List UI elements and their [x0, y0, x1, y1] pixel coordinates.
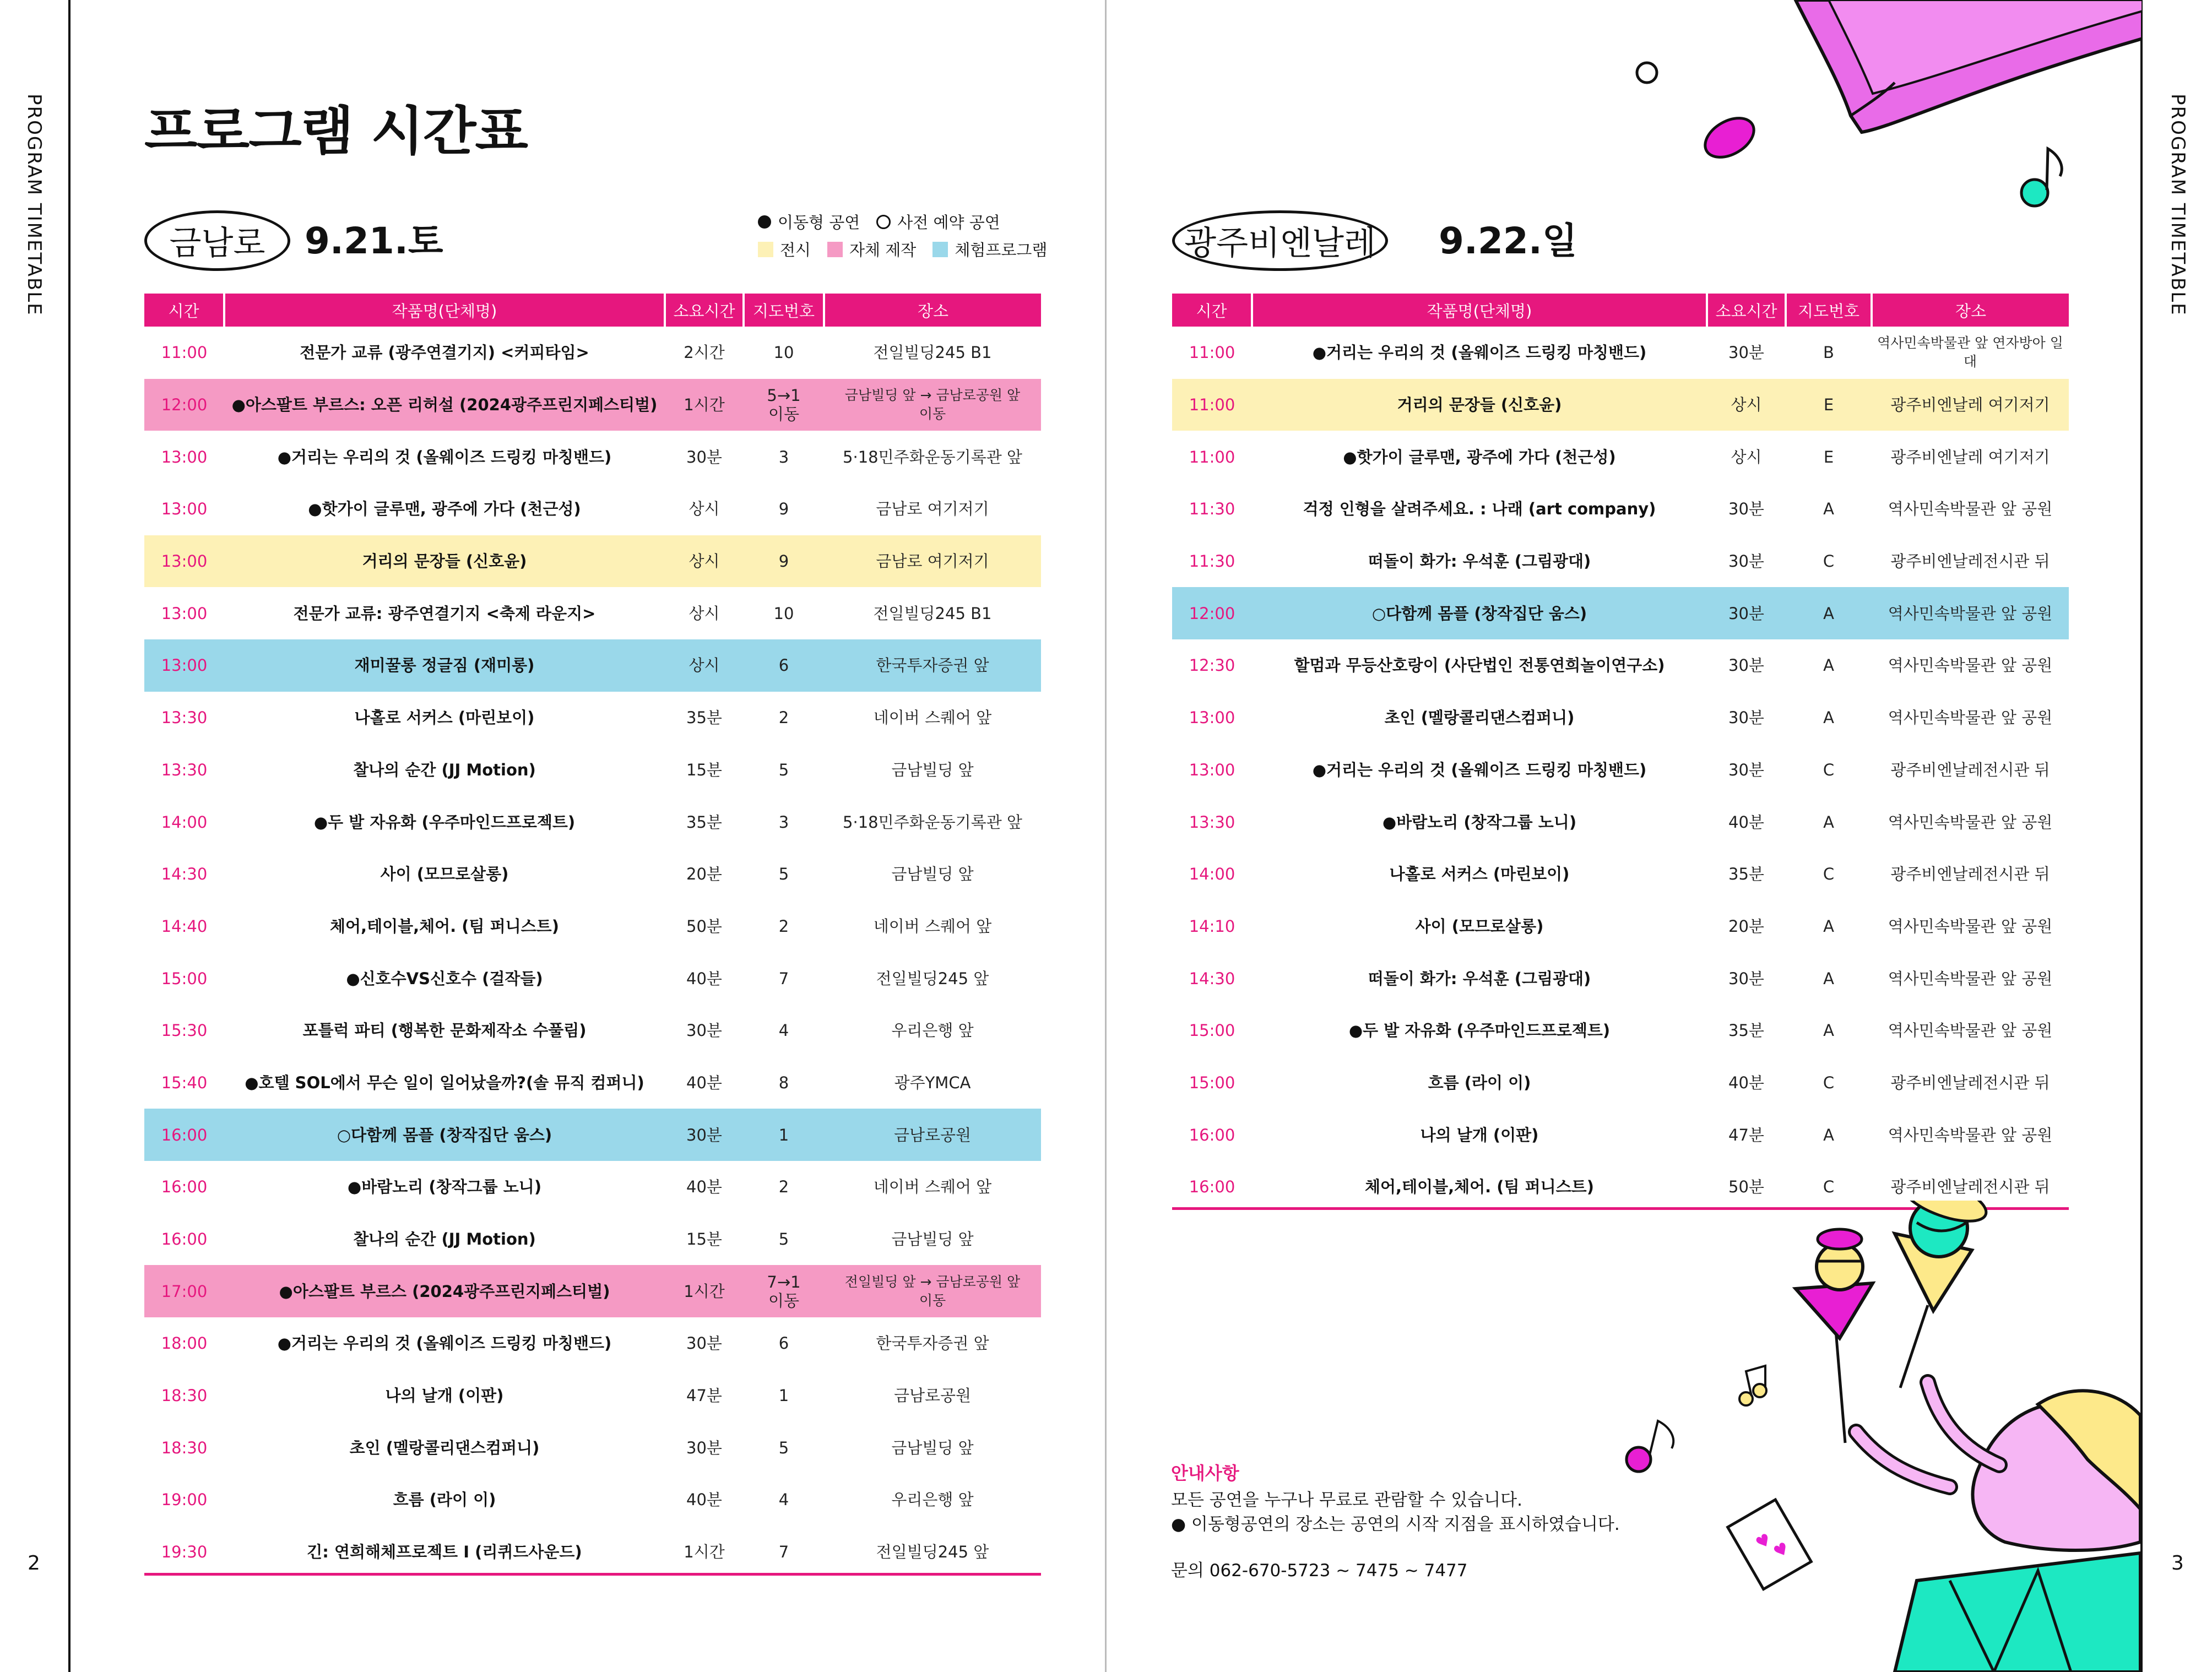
date-day1: 9.21.토	[305, 220, 443, 262]
table-row	[144, 1370, 1041, 1422]
music-note-icon	[1627, 1447, 1651, 1472]
name-cell: ●두 발 자유화 (우주마인드프로젝트)	[1348, 1021, 1611, 1040]
page-number-right: 3	[2171, 1552, 2184, 1575]
place-cell: 우리은행 앞	[891, 1490, 974, 1510]
duration-cell: 30분	[1728, 969, 1764, 988]
map-cell: 2	[778, 708, 789, 728]
table-bottom-line-day1	[144, 1573, 1041, 1576]
time-cell: 13:00	[1189, 708, 1235, 728]
table-row	[1172, 1005, 2069, 1057]
table-row	[144, 1109, 1041, 1161]
duration-cell: 50분	[686, 916, 722, 936]
map-cell: 10	[773, 604, 794, 623]
table-row	[1172, 952, 2069, 1005]
table-row	[1172, 796, 2069, 848]
time-cell: 12:00	[144, 379, 224, 431]
duration-cell: 40분	[686, 1490, 722, 1510]
table-header-row	[144, 294, 1041, 327]
map-cell: 3	[778, 447, 789, 466]
time-cell: 19:30	[161, 1543, 208, 1562]
legend-exhibit: 전시	[780, 241, 811, 259]
table-row	[1172, 1109, 2069, 1161]
header-duration: 소요시간	[665, 294, 744, 327]
map-cell: A	[1823, 500, 1834, 519]
map-cell: 1	[778, 1386, 789, 1405]
table-row	[144, 483, 1041, 535]
map-cell: A	[1823, 812, 1834, 832]
header-place: 장소	[824, 294, 1041, 327]
duration-cell: 상시	[1731, 447, 1762, 466]
map-cell: A	[1823, 656, 1834, 675]
time-cell: 18:00	[161, 1334, 208, 1353]
map-cell: C	[1823, 760, 1835, 779]
pink-swatch-icon	[827, 242, 843, 257]
table-row	[144, 1161, 1041, 1213]
table-row	[144, 1526, 1041, 1578]
duration-cell: 상시	[688, 604, 720, 623]
left-margin-line	[68, 0, 71, 1672]
name-cell: ○다함께 몸플 (창작집단 움스)	[1252, 587, 1707, 639]
time-cell: 14:30	[161, 865, 208, 884]
table-row	[144, 744, 1041, 796]
place-cell: 금남빌딩 앞	[891, 865, 974, 884]
time-cell: 17:00	[144, 1265, 224, 1317]
map-cell: 5	[778, 760, 789, 779]
duration-cell: 30분	[686, 1438, 722, 1457]
place-cell: 금남로 여기저기	[824, 535, 1041, 588]
duration-cell: 35분	[1728, 1021, 1764, 1040]
table-row	[1172, 900, 2069, 953]
map-cell: 7→1 이동	[744, 1265, 824, 1317]
time-cell: 11:00	[161, 343, 208, 362]
table-row	[144, 900, 1041, 953]
notice-line-2: ● 이동형공연의 장소는 공연의 시작 지점을 표시하였습니다.	[1171, 1514, 1620, 1534]
place-cell: 광주비엔날레전시관 뒤	[1890, 1177, 2050, 1197]
map-cell: A	[1823, 708, 1834, 728]
place-cell: 역사민속박물관 앞 공원	[1872, 587, 2069, 639]
name-cell: 찰나의 순간 (JJ Motion)	[353, 760, 536, 779]
table-row	[144, 848, 1041, 900]
svg-text:♥: ♥	[1752, 1529, 1775, 1554]
map-cell: 7	[778, 969, 789, 988]
table-row	[1172, 379, 2069, 431]
magenta-oval-icon	[1698, 110, 1760, 165]
map-cell: 5	[778, 1230, 789, 1249]
legend-own: 자체 제작	[849, 241, 917, 259]
time-cell: 15:40	[161, 1073, 208, 1092]
time-cell: 15:00	[161, 969, 208, 988]
table-row	[1172, 587, 2069, 639]
time-cell: 13:30	[1189, 812, 1235, 832]
duration-cell: 상시	[1707, 379, 1786, 431]
place-cell: 광주비엔날레전시관 뒤	[1890, 760, 2050, 779]
time-cell: 11:00	[1172, 379, 1252, 431]
table-row	[1172, 1057, 2069, 1109]
table-row	[1172, 431, 2069, 483]
table-row	[144, 692, 1041, 744]
duration-cell: 상시	[688, 500, 720, 519]
time-cell: 13:30	[161, 760, 208, 779]
notice-line-1: 모든 공연을 누구나 무료로 관람할 수 있습니다.	[1171, 1490, 1522, 1510]
name-cell: ●두 발 자유화 (우주마인드프로젝트)	[313, 812, 576, 832]
map-cell: C	[1823, 1177, 1835, 1197]
table-row	[144, 952, 1041, 1005]
name-cell: 할멈과 무등산호랑이 (사단법인 전통연희놀이연구소)	[1294, 656, 1665, 675]
table-row	[1172, 327, 2069, 379]
table-row	[144, 1421, 1041, 1474]
legend-row-2	[758, 238, 1047, 260]
table-row	[1172, 744, 2069, 796]
time-cell: 15:00	[1189, 1021, 1235, 1040]
place-cell: 네이버 스퀘어 앞	[873, 916, 992, 936]
map-cell: 4	[778, 1021, 789, 1040]
place-cell: 금남빌딩 앞	[891, 760, 974, 779]
time-cell: 14:00	[1189, 865, 1235, 884]
legend-reservation: 사전 예약 공연	[897, 213, 1000, 232]
time-cell: 16:00	[161, 1177, 208, 1197]
name-cell: 찰나의 순간 (JJ Motion)	[353, 1230, 536, 1249]
time-cell: 15:30	[161, 1021, 208, 1040]
name-cell: 나홀로 서커스 (마린보이)	[354, 708, 535, 728]
name-cell: 나의 날개 (이판)	[385, 1386, 504, 1405]
name-cell: ●바람노리 (창작그룹 노니)	[1382, 812, 1577, 832]
side-label-left: PROGRAM TIMETABLE	[23, 94, 45, 316]
table-row	[144, 379, 1041, 431]
name-cell: ●거리는 우리의 것 (올웨이즈 드링킹 마칭밴드)	[1312, 343, 1647, 362]
legend-row-1	[758, 210, 1000, 233]
place-cell: 한국투자증권 앞	[824, 639, 1041, 692]
notice-title: 안내사항	[1171, 1463, 1239, 1484]
time-cell: 11:30	[1189, 552, 1235, 571]
table-row	[1172, 848, 2069, 900]
time-cell: 14:00	[161, 812, 208, 832]
name-cell: 전문가 교류: 광주연결기지 <축제 라운지>	[293, 604, 596, 623]
duration-cell: 30분	[1728, 656, 1764, 675]
header-name: 작품명(단체명)	[224, 294, 665, 327]
place-cell: 역사민속박물관 앞 공원	[1888, 916, 2053, 936]
name-cell: 초인 (멜랑콜리댄스컴퍼니)	[349, 1438, 540, 1457]
duration-cell: 상시	[665, 639, 744, 692]
duration-cell: 30분	[1728, 343, 1764, 362]
time-cell: 16:00	[161, 1230, 208, 1249]
name-cell: ●아스팔트 부르스 (2024광주프린지페스티벌)	[224, 1265, 665, 1317]
time-cell: 16:00	[144, 1109, 224, 1161]
duration-cell: 50분	[1728, 1177, 1764, 1197]
name-cell: 나홀로 서커스 (마린보이)	[1389, 865, 1570, 884]
map-cell: A	[1786, 587, 1872, 639]
table-row	[144, 639, 1041, 692]
table-row	[144, 1317, 1041, 1370]
table-row	[144, 587, 1041, 639]
map-cell: C	[1823, 865, 1835, 884]
duration-cell: 30분	[1728, 500, 1764, 519]
place-cell: 광주YMCA	[894, 1073, 971, 1092]
duration-cell: 상시	[665, 535, 744, 588]
blue-swatch-icon	[932, 242, 948, 257]
time-cell: 16:00	[1189, 1177, 1235, 1197]
place-cell: 5·18민주화운동기록관 앞	[843, 447, 1022, 466]
header-map: 지도번호	[744, 294, 824, 327]
duration-cell: 30분	[686, 1021, 722, 1040]
timetable-day2	[1172, 294, 2069, 1213]
name-cell: 체어,테이블,체어. (팀 퍼니스트)	[330, 916, 559, 936]
place-cell: 역사민속박물관 앞 공원	[1888, 656, 2053, 675]
map-cell: 5→1 이동	[744, 379, 824, 431]
place-cell: 역사민속박물관 앞 연자방아 일대	[1877, 335, 2063, 370]
time-cell: 11:30	[1189, 500, 1235, 519]
place-cell: 광주비엔날레전시관 뒤	[1890, 865, 2050, 884]
duration-cell: 40분	[1728, 812, 1764, 832]
place-cell: 금남로공원	[824, 1109, 1041, 1161]
name-cell: ●거리는 우리의 것 (올웨이즈 드링킹 마칭밴드)	[277, 447, 612, 466]
map-cell: A	[1823, 916, 1834, 936]
map-cell: 5	[778, 865, 789, 884]
duration-cell: 15분	[686, 1230, 722, 1249]
place-cell: 한국투자증권 앞	[876, 1334, 989, 1353]
duration-cell: 30분	[1707, 587, 1786, 639]
filled-dot-icon	[758, 215, 771, 229]
time-cell: 14:30	[1189, 969, 1235, 988]
place-cell: 전일빌딩245 앞	[876, 1543, 989, 1562]
table-row	[144, 1265, 1041, 1317]
table-row	[1172, 692, 2069, 744]
time-cell: 19:00	[161, 1490, 208, 1510]
date-day2: 9.22.일	[1439, 220, 1577, 262]
map-cell: C	[1823, 552, 1835, 571]
map-cell: 6	[778, 1334, 789, 1353]
table-row	[144, 535, 1041, 588]
place-cell: 5·18민주화운동기록관 앞	[843, 812, 1022, 832]
map-cell: 10	[773, 343, 794, 362]
table-row	[144, 431, 1041, 483]
duration-cell: 30분	[686, 447, 722, 466]
time-cell: 15:00	[1189, 1073, 1235, 1092]
place-cell: 전일빌딩 앞 → 금남로공원 앞 이동	[824, 1265, 1041, 1317]
playing-card-icon	[1728, 1500, 1812, 1589]
place-cell: 금남빌딩 앞	[891, 1230, 974, 1249]
map-cell: E	[1786, 379, 1872, 431]
duration-cell: 1시간	[665, 1265, 744, 1317]
time-cell: 18:30	[161, 1438, 208, 1457]
place-cell: 금남로 여기저기	[876, 500, 989, 519]
table-row	[1172, 639, 2069, 692]
name-cell: ●거리는 우리의 것 (올웨이즈 드링킹 마칭밴드)	[277, 1334, 612, 1353]
place-cell: 역사민속박물관 앞 공원	[1888, 1125, 2053, 1144]
name-cell: ○다함께 몸플 (창작집단 움스)	[224, 1109, 665, 1161]
yellow-swatch-icon	[758, 242, 773, 257]
map-cell: 7	[778, 1543, 789, 1562]
legend-experience: 체험프로그램	[955, 241, 1048, 259]
table-row	[1172, 535, 2069, 588]
place-cell: 역사민속박물관 앞 공원	[1888, 1021, 2053, 1040]
map-cell: 5	[778, 1438, 789, 1457]
name-cell: 전문가 교류 (광주연결기지) <커피타임>	[300, 343, 589, 362]
name-cell: 재미꿀롱 정글짐 (재미롱)	[224, 639, 665, 692]
place-cell: 광주비엔날레전시관 뒤	[1890, 1073, 2050, 1092]
duration-cell: 30분	[686, 1334, 722, 1353]
time-cell: 13:00	[161, 447, 208, 466]
juggler-illustration-icon	[1619, 1201, 2140, 1672]
time-cell: 11:00	[1189, 447, 1235, 466]
name-cell: 거리의 문장들 (신호윤)	[224, 535, 665, 588]
duration-cell: 30분	[1728, 760, 1764, 779]
table-header-row	[1172, 294, 2069, 327]
table-row	[144, 1005, 1041, 1057]
name-cell: 나의 날개 (이판)	[1420, 1125, 1539, 1144]
name-cell: 떠돌이 화가: 우석훈 (그림광대)	[1368, 969, 1591, 988]
table-row	[1172, 483, 2069, 535]
place-cell: 네이버 스퀘어 앞	[873, 1177, 992, 1197]
header-duration: 소요시간	[1707, 294, 1786, 327]
time-cell: 13:00	[144, 639, 224, 692]
duration-cell: 1시간	[665, 379, 744, 431]
right-margin-line	[2140, 0, 2143, 1672]
time-cell: 18:30	[161, 1386, 208, 1405]
table-row	[144, 1057, 1041, 1109]
venue-oval-day2	[1172, 210, 1388, 271]
name-cell: ●아스팔트 부르스: 오픈 리허설 (2024광주프린지페스티벌)	[224, 379, 665, 431]
name-cell: 거리의 문장들 (신호윤)	[1252, 379, 1707, 431]
contact-info: 문의 062-670-5723 ~ 7475 ~ 7477	[1171, 1561, 1468, 1581]
map-cell: 1	[744, 1109, 824, 1161]
map-cell: C	[1823, 1073, 1835, 1092]
map-cell: E	[1823, 447, 1834, 466]
table-row	[144, 327, 1041, 379]
spine-line	[1105, 0, 1107, 1672]
time-cell: 13:30	[161, 708, 208, 728]
duration-cell: 40분	[686, 1073, 722, 1092]
name-cell: 체어,테이블,체어. (팀 퍼니스트)	[1365, 1177, 1594, 1197]
duration-cell: 47분	[1728, 1125, 1764, 1144]
name-cell: ●신호수VS신호수 (걸작들)	[346, 969, 543, 988]
time-cell: 13:00	[161, 604, 208, 623]
duration-cell: 35분	[686, 812, 722, 832]
map-cell: A	[1823, 1125, 1834, 1144]
place-cell: 우리은행 앞	[891, 1021, 974, 1040]
place-cell: 전일빌딩245 앞	[876, 969, 989, 988]
map-cell: 2	[778, 1177, 789, 1197]
name-cell: 초인 (멜랑콜리댄스컴퍼니)	[1384, 708, 1575, 728]
place-cell: 금남로공원	[893, 1386, 972, 1405]
duration-cell: 40분	[1728, 1073, 1764, 1092]
map-cell: A	[1823, 1021, 1834, 1040]
time-cell: 13:00	[161, 500, 208, 519]
duration-cell: 30분	[1728, 708, 1764, 728]
open-dot-icon	[876, 215, 891, 229]
duration-cell: 15분	[686, 760, 722, 779]
header-time: 시간	[144, 294, 224, 327]
place-cell: 광주비엔날레 여기저기	[1890, 447, 2050, 466]
place-cell: 전일빌딩245 B1	[873, 604, 992, 623]
name-cell: 긴: 연희해체프로젝트 Ⅰ (리퀴드사운드)	[307, 1543, 582, 1562]
page-number-left: 2	[28, 1552, 40, 1575]
time-cell: 14:40	[161, 916, 208, 936]
duration-cell: 30분	[1728, 552, 1764, 571]
duration-cell: 20분	[1728, 916, 1764, 936]
side-label-right: PROGRAM TIMETABLE	[2167, 94, 2189, 316]
map-cell: 9	[778, 500, 789, 519]
header-name: 작품명(단체명)	[1252, 294, 1707, 327]
name-cell: 포틀럭 파티 (행복한 문화제작소 수풀림)	[302, 1021, 587, 1040]
name-cell: ●핫가이 글루맨, 광주에 가다 (천근성)	[1343, 447, 1616, 466]
time-cell: 11:00	[1189, 343, 1235, 362]
time-cell: 12:30	[1189, 656, 1235, 675]
venue-oval-day1	[144, 210, 290, 271]
duration-cell: 40분	[686, 1177, 722, 1197]
map-cell: B	[1823, 343, 1834, 362]
name-cell: 걱정 인형을 살려주세요. : 나래 (art company)	[1303, 500, 1656, 519]
map-cell: 2	[778, 916, 789, 936]
duration-cell: 20분	[686, 865, 722, 884]
name-cell: ●바람노리 (창작그룹 노니)	[347, 1177, 542, 1197]
name-cell: 사이 (모므로살롱)	[380, 865, 509, 884]
place-cell: 전일빌딩245 B1	[873, 343, 992, 362]
duration-cell: 35분	[1728, 865, 1764, 884]
map-cell: 4	[778, 1490, 789, 1510]
place-cell: 역사민속박물관 앞 공원	[1888, 708, 2053, 728]
map-cell: 3	[778, 812, 789, 832]
table-row	[144, 1213, 1041, 1266]
music-note-icon	[2021, 180, 2048, 206]
timetable-day1	[144, 294, 1041, 1578]
map-cell: A	[1823, 969, 1834, 988]
venue-day2: 광주비엔날레	[1184, 224, 1376, 263]
map-cell: 8	[778, 1073, 789, 1092]
name-cell: 떠돌이 화가: 우석훈 (그림광대)	[1368, 552, 1591, 571]
legend-mobile: 이동형 공연	[778, 213, 860, 232]
duration-cell: 35분	[686, 708, 722, 728]
place-cell: 금남빌딩 앞 → 금남로공원 앞 이동	[824, 379, 1041, 431]
table-row	[144, 1474, 1041, 1526]
place-cell: 역사민속박물관 앞 공원	[1888, 969, 2053, 988]
duration-cell: 1시간	[684, 1543, 725, 1562]
place-cell: 금남빌딩 앞	[891, 1438, 974, 1457]
time-cell: 13:00	[1189, 760, 1235, 779]
small-circle-icon	[1637, 63, 1657, 83]
time-cell: 13:00	[144, 535, 224, 588]
duration-cell: 40분	[686, 969, 722, 988]
header-place: 장소	[1872, 294, 2069, 327]
table-row	[144, 796, 1041, 848]
header-map: 지도번호	[1786, 294, 1872, 327]
name-cell: 흐름 (라이 이)	[393, 1490, 496, 1510]
place-cell: 역사민속박물관 앞 공원	[1888, 500, 2053, 519]
header-time: 시간	[1172, 294, 1252, 327]
place-cell: 역사민속박물관 앞 공원	[1888, 812, 2053, 832]
time-cell: 16:00	[1189, 1125, 1235, 1144]
place-cell: 네이버 스퀘어 앞	[873, 708, 992, 728]
name-cell: ●핫가이 글루맨, 광주에 가다 (천근성)	[308, 500, 581, 519]
name-cell: 흐름 (라이 이)	[1428, 1073, 1531, 1092]
duration-cell: 2시간	[684, 343, 725, 362]
name-cell: 사이 (모므로살롱)	[1415, 916, 1544, 936]
map-cell: 6	[744, 639, 824, 692]
svg-text:♥: ♥	[1770, 1538, 1793, 1563]
venue-day1: 금남로	[169, 224, 265, 263]
time-cell: 12:00	[1172, 587, 1252, 639]
name-cell: ●거리는 우리의 것 (올웨이즈 드링킹 마칭밴드)	[1312, 760, 1647, 779]
place-cell: 광주비엔날레전시관 뒤	[1890, 552, 2050, 571]
time-cell: 14:10	[1189, 916, 1235, 936]
place-cell: 광주비엔날레 여기저기	[1872, 379, 2069, 431]
ribbon-decoration-icon	[1630, 0, 2143, 231]
page-title: 프로그램 시간표	[144, 100, 528, 162]
name-cell: ●호텔 SOL에서 무슨 일이 일어났을까?(솔 뮤직 컴퍼니)	[245, 1073, 644, 1092]
duration-cell: 30분	[665, 1109, 744, 1161]
duration-cell: 47분	[686, 1386, 722, 1405]
map-cell: 9	[744, 535, 824, 588]
